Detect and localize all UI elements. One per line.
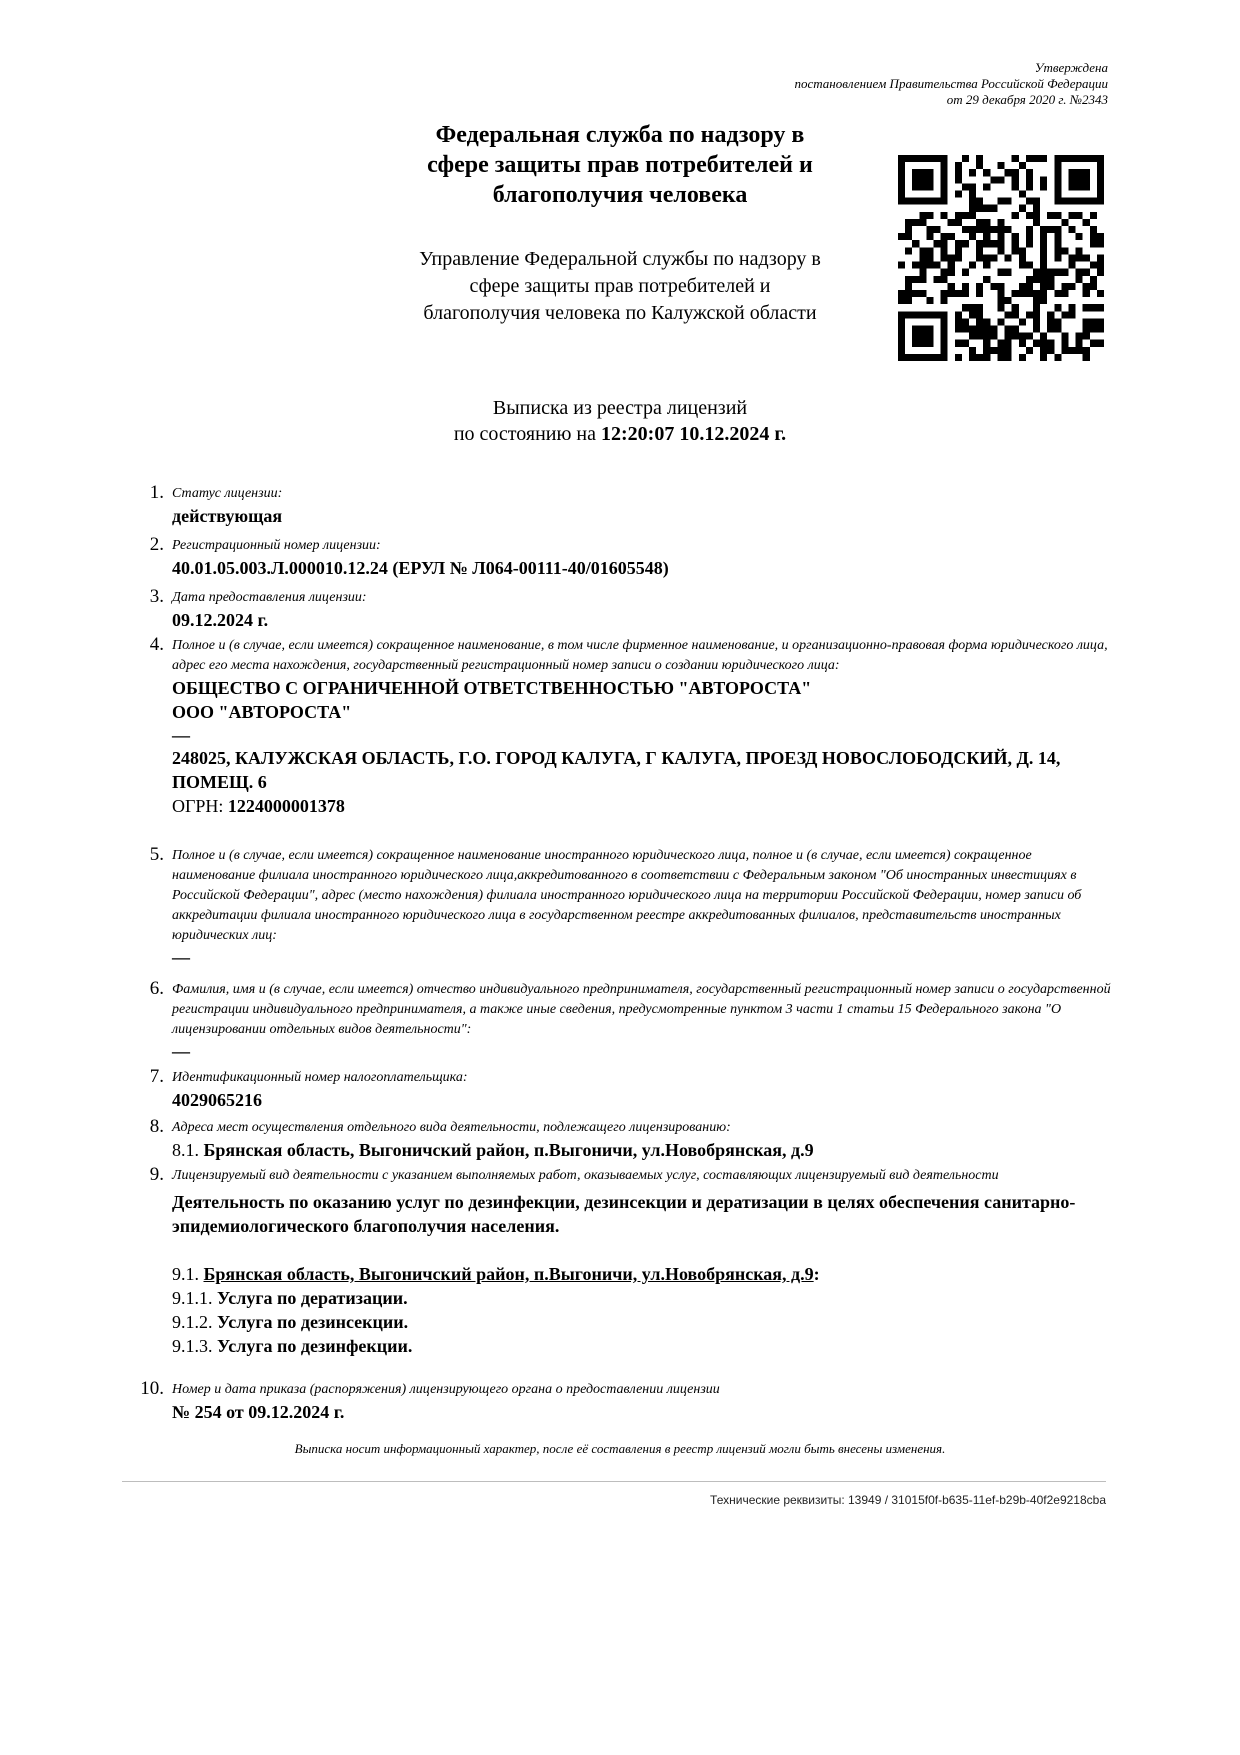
item-number: 10.	[140, 1378, 164, 1399]
activity-address-link[interactable]: Брянская область, Выгоничский район, п.Выгоничи, ул.Новобрянская, д.9	[203, 1264, 814, 1284]
item-value: —	[172, 1041, 190, 1061]
item-status	[149, 482, 1116, 528]
item-activity-addresses	[149, 1116, 1116, 1162]
item-label: Дата предоставления лицензии:	[172, 590, 367, 605]
item-individual-entrepreneur	[149, 978, 1116, 1062]
ogrn-value: 1224000001378	[227, 796, 345, 816]
item-value: 40.01.05.003.Л.000010.12.24 (ЕРУЛ № Л064-00111-40/01605548)	[172, 558, 669, 578]
agency-title	[370, 120, 870, 210]
item-registration-number	[149, 534, 1116, 580]
item-number: 5.	[149, 844, 164, 865]
empty-dash: —	[172, 725, 190, 745]
company-address: 248025, КАЛУЖСКАЯ ОБЛАСТЬ, Г.О. ГОРОД КАЛУГА, Г КАЛУГА, ПРОЕЗД НОВОСЛОБОДСКИЙ, Д. 14, ПОМЕЩ. 6	[172, 748, 1061, 792]
service-text: Услуга по дератизации.	[217, 1288, 408, 1308]
service-item	[172, 1334, 1116, 1358]
approval-line-2: постановлением Правительства Российской Федерации	[794, 76, 1108, 91]
footer-note: Выписка носит информационный характер, после её составления в реестр лицензий могли быть внесены изменения.	[294, 1441, 946, 1456]
service-text: Услуга по дезинфекции.	[217, 1336, 413, 1356]
extract-heading	[300, 395, 940, 447]
activity-address-suffix: :	[813, 1264, 820, 1284]
item-number: 3.	[149, 586, 164, 607]
extract-state-datetime: 12:20:07 10.12.2024 г.	[601, 423, 787, 445]
department-title-line: сфере защиты прав потребителей и	[469, 275, 771, 297]
item-licensed-activity	[149, 1164, 1116, 1358]
item-label: Полное и (в случае, если имеется) сокращенное наименование, в том числе фирменное наименование, и организационно-правовая форма юридического лица, адрес его места нахождения, государственный регистрационный номер записи о создании юридического лица:	[172, 638, 1108, 673]
item-label: Идентификационный номер налогоплательщика:	[172, 1070, 468, 1085]
company-ogrn	[172, 794, 1116, 818]
department-title	[370, 246, 870, 327]
service-number: 9.1.1.	[172, 1288, 213, 1308]
item-number: 8.	[149, 1116, 164, 1137]
qr-code	[898, 155, 1104, 361]
service-item	[172, 1286, 1116, 1310]
item-number: 6.	[149, 978, 164, 999]
item-value: № 254 от 09.12.2024 г.	[172, 1402, 345, 1422]
service-item	[172, 1310, 1116, 1334]
technical-details: Технические реквизиты: 13949 / 31015f0f-b635-11ef-b29b-40f2e9218cba	[710, 1493, 1106, 1507]
sub-number: 9.1.	[172, 1264, 199, 1284]
item-inn	[149, 1066, 1116, 1112]
item-value: —	[172, 947, 190, 967]
sub-value: Брянская область, Выгоничский район, п.Выгоничи, ул.Новобрянская, д.9	[203, 1140, 814, 1160]
activity-address	[172, 1138, 1116, 1162]
company-full-name: ОБЩЕСТВО С ОГРАНИЧЕННОЙ ОТВЕТСТВЕННОСТЬЮ "АВТОРОСТА"	[172, 678, 812, 698]
activity-address	[172, 1262, 1116, 1286]
item-foreign-entity	[149, 844, 1116, 968]
item-legal-entity	[149, 634, 1116, 818]
activity-description: Деятельность по оказанию услуг по дезинфекции, дезинсекции и дератизации в целях обеспечения санитарно-эпидемиологического благополучия населения.	[172, 1192, 1076, 1236]
item-value: действующая	[172, 506, 283, 526]
item-label: Адреса мест осуществления отдельного вида деятельности, подлежащего лицензированию:	[172, 1120, 731, 1135]
item-label: Статус лицензии:	[172, 486, 283, 501]
item-label: Фамилия, имя и (в случае, если имеется) отчество индивидуального предпринимателя, государственный регистрационный номер записи о государственной регистрации индивидуального предпринимателя, а также иные сведения, предусмотренные пунктом 3 части 1 статьи 15 Федерального закона "О лицензировании отдельных видов деятельности":	[172, 982, 1111, 1037]
company-short-name: ООО "АВТОРОСТА"	[172, 702, 352, 722]
item-value: 09.12.2024 г.	[172, 610, 269, 630]
item-order	[140, 1378, 1116, 1424]
service-text: Услуга по дезинсекции.	[217, 1312, 409, 1332]
agency-title-line: Федеральная служба по надзору в	[435, 122, 805, 148]
approval-stamp	[688, 60, 1108, 108]
agency-title-line: сфере защиты прав потребителей и	[427, 152, 813, 178]
item-number: 7.	[149, 1066, 164, 1087]
item-issue-date	[149, 586, 1116, 632]
approval-line-3: от 29 декабря 2020 г. №2343	[946, 92, 1108, 107]
extract-title: Выписка из реестра лицензий	[492, 397, 748, 419]
ogrn-label: ОГРН:	[172, 796, 224, 816]
item-number: 9.	[149, 1164, 164, 1185]
item-label: Лицензируемый вид деятельности с указанием выполняемых работ, оказываемых услуг, составляющих лицензируемый вид деятельности	[172, 1168, 999, 1183]
extract-state	[300, 421, 940, 447]
department-title-line: благополучия человека по Калужской области	[423, 302, 817, 324]
sub-number: 8.1.	[172, 1140, 199, 1160]
item-number: 4.	[149, 634, 164, 655]
service-number: 9.1.2.	[172, 1312, 213, 1332]
extract-state-prefix: по состоянию на	[453, 423, 597, 445]
department-title-line: Управление Федеральной службы по надзору в	[419, 248, 821, 270]
divider	[122, 1481, 1106, 1482]
service-number: 9.1.3.	[172, 1336, 213, 1356]
item-label: Полное и (в случае, если имеется) сокращенное наименование иностранного юридического лица, полное и (в случае, если имеется) сокращенное наименование филиала иностранного юридического лица,аккредитованного в соответствии с Федеральным законом "Об иностранных инвестициях в Российской Федерации", адрес (место нахождения) филиала иностранного юридического лица на территории Российской Федерации, номер записи об аккредитации филиала иностранного юридического лица в государственном реестре аккредитованных филиалов, представительств иностранных юридических лиц:	[172, 848, 1082, 943]
item-number: 1.	[149, 482, 164, 503]
item-value: 4029065216	[172, 1090, 262, 1110]
agency-title-line: благополучия человека	[492, 182, 748, 208]
approval-line-1: Утверждена	[1034, 60, 1108, 75]
item-label: Номер и дата приказа (распоряжения) лицензирующего органа о предоставлении лицензии	[172, 1382, 720, 1397]
item-label: Регистрационный номер лицензии:	[172, 538, 381, 553]
item-number: 2.	[149, 534, 164, 555]
